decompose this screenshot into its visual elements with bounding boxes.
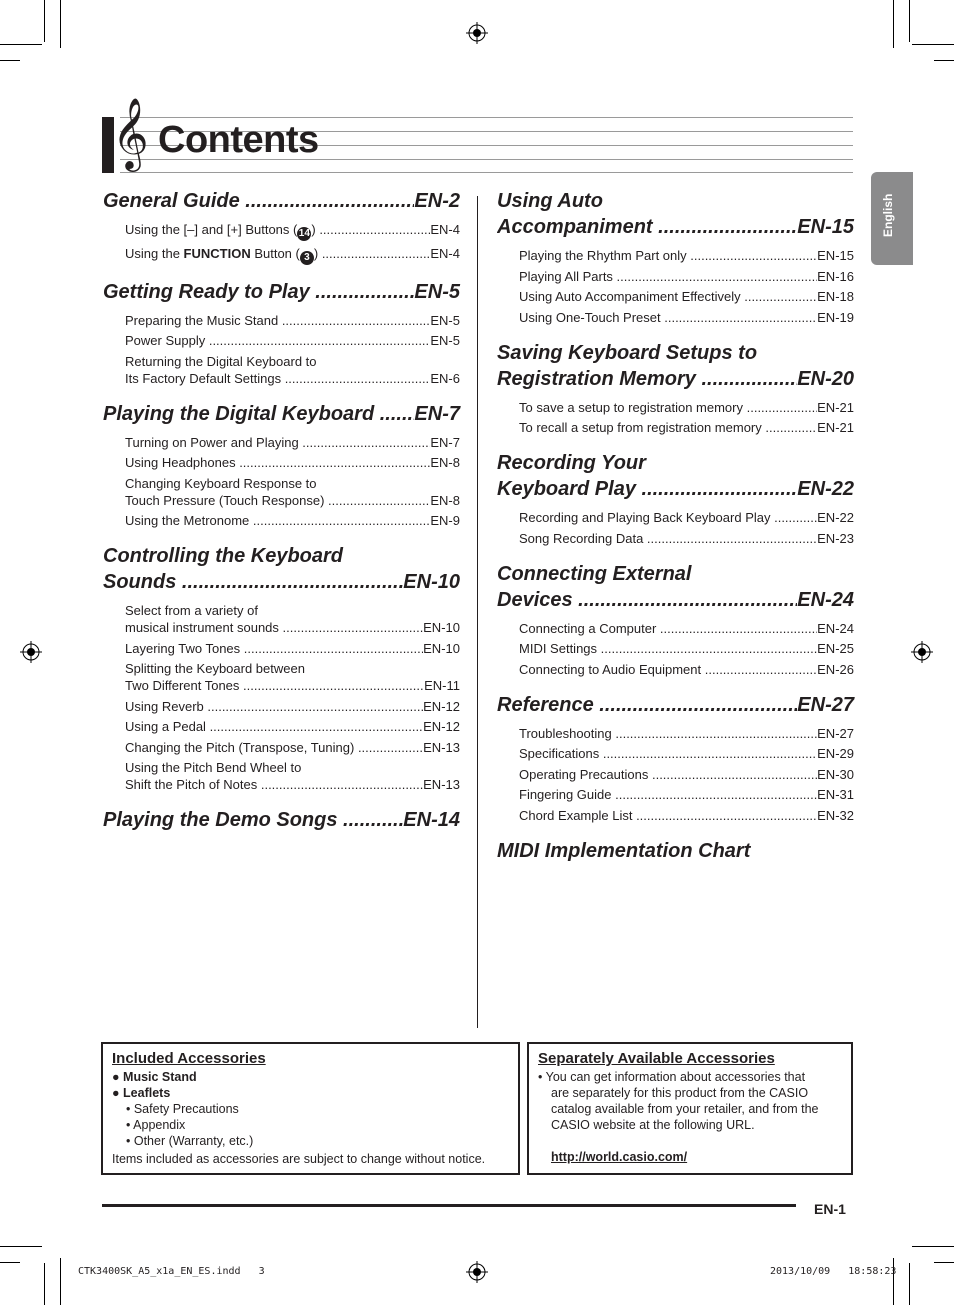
- toc-entry-row: [519, 807, 854, 824]
- toc-entry[interactable]: [519, 268, 854, 285]
- toc-entry-title: Connecting to Audio Equipment .....: [519, 661, 817, 678]
- accessories-text: are separately for this product from the CASIO: [551, 1086, 809, 1100]
- toc-entry-row: [125, 698, 460, 715]
- toc-section: [103, 188, 460, 265]
- toc-entry-title: Recording and Playing Back Keyboard Play .....: [519, 509, 817, 526]
- toc-section: [103, 279, 460, 387]
- toc-entry-row: [125, 492, 460, 509]
- toc-entry-page: EN-6: [430, 370, 460, 386]
- toc-entry[interactable]: [519, 288, 854, 305]
- list-item: • Other (Warranty, etc.): [126, 1134, 254, 1148]
- registration-mark-icon: [466, 22, 488, 44]
- section-heading-page: EN-5: [414, 280, 460, 303]
- toc-entry-title: Using the Metronome .....: [125, 512, 430, 529]
- toc-entry-row: [125, 245, 460, 265]
- section-heading-page: EN-20: [797, 367, 854, 390]
- toc-entry[interactable]: [519, 725, 854, 742]
- toc-entry-row: [125, 776, 460, 793]
- toc-entry-title: Using One-Touch Preset .....: [519, 309, 817, 326]
- button-number-icon: 14: [298, 228, 310, 239]
- toc-entry-title: Fingering Guide .....: [519, 786, 817, 803]
- section-heading[interactable]: [497, 214, 854, 240]
- toc-entry-row: [519, 309, 854, 326]
- section-heading[interactable]: [103, 807, 460, 833]
- toc-entry[interactable]: [125, 221, 460, 241]
- toc-entry-row: [519, 620, 854, 637]
- toc-entry[interactable]: [125, 245, 460, 265]
- toc-entry-page: EN-5: [430, 333, 460, 348]
- toc-entry-title: Using a Pedal .....: [125, 718, 423, 735]
- toc-entry-page: EN-11: [424, 678, 460, 693]
- section-heading-page: EN-14: [403, 809, 460, 831]
- toc-entry-page: EN-21: [817, 399, 854, 415]
- toc-entry-row: [519, 419, 854, 436]
- registration-mark-icon: [466, 1261, 488, 1283]
- section-items: [497, 620, 854, 678]
- toc-entry-title: Preparing the Music Stand .....: [125, 312, 430, 329]
- toc-entry[interactable]: [519, 509, 854, 526]
- toc-entry-title: [125, 221, 430, 241]
- section-items: [497, 725, 854, 824]
- toc-entry-title: Playing All Parts .....: [519, 268, 817, 285]
- section-heading-title: Sounds .....: [103, 569, 403, 595]
- list-item: • Safety Precautions: [126, 1102, 239, 1116]
- registration-mark-icon: [20, 641, 42, 663]
- section-heading[interactable]: [103, 279, 460, 305]
- section-heading-title: Reference .....: [497, 692, 797, 718]
- toc-entry-page: EN-26: [817, 661, 854, 677]
- toc-section: [497, 340, 854, 437]
- toc-entry-text: ): [311, 222, 316, 237]
- section-heading-page: EN-7: [414, 402, 460, 425]
- section-heading-title: MIDI Implementation Chart: [497, 839, 751, 862]
- toc-section: [497, 561, 854, 678]
- toc-entry[interactable]: [519, 745, 854, 762]
- toc-entry[interactable]: [125, 640, 460, 657]
- toc-entry-page: EN-10: [423, 640, 460, 656]
- separate-accessories-title: Separately Available Accessories: [538, 1050, 775, 1067]
- page-title: Contents: [158, 119, 319, 161]
- toc-entry-page: EN-4: [430, 222, 460, 237]
- toc-entry-page: EN-22: [817, 510, 854, 525]
- print-timestamp: 2013/10/09 18:58:23: [770, 1266, 897, 1277]
- section-heading-title: Keyboard Play .....: [497, 476, 797, 502]
- toc-entry-page: EN-25: [817, 641, 854, 656]
- section-items: [103, 312, 460, 387]
- toc-entry-title: Chord Example List .....: [519, 807, 817, 824]
- toc-entry[interactable]: [125, 434, 460, 451]
- toc-section: [497, 692, 854, 824]
- toc-entry-row: [519, 399, 854, 416]
- list-item: ● Music Stand: [112, 1070, 197, 1084]
- section-items: [103, 602, 460, 793]
- section-heading[interactable]: [103, 188, 460, 214]
- toc-entry-line1: Splitting the Keyboard between: [125, 661, 305, 676]
- section-items: [497, 399, 854, 437]
- toc-entry-text: Using the [–] and [+] Buttons (: [125, 222, 298, 237]
- toc-entry-page: EN-19: [817, 309, 854, 325]
- toc-entry-title: Changing the Pitch (Transpose, Tuning) .....: [125, 739, 423, 756]
- toc-entry-row: [125, 370, 460, 387]
- registration-mark-icon: [911, 641, 933, 663]
- toc-entry-line1: Using the Pitch Bend Wheel to: [125, 760, 302, 775]
- toc-entry-page: EN-9: [430, 513, 460, 528]
- toc-entry-title: Song Recording Data .....: [519, 530, 817, 547]
- toc-entry-row: [125, 221, 460, 241]
- casio-url-link[interactable]: http://world.casio.com/: [551, 1150, 688, 1164]
- file-slug: CTK3400SK_A5_x1a_EN_ES.indd 3: [78, 1266, 265, 1277]
- toc-entry-page: EN-15: [817, 248, 854, 263]
- section-heading-page: EN-10: [403, 571, 460, 593]
- button-number-icon: 3: [300, 251, 314, 265]
- toc-entry-row: [519, 745, 854, 762]
- toc-entry-page: EN-7: [430, 434, 460, 450]
- section-items: [103, 221, 460, 265]
- toc-entry-title: Shift the Pitch of Notes .....: [125, 776, 423, 793]
- toc-entry-line1: Changing Keyboard Response to: [125, 475, 317, 491]
- toc-entry-title: Its Factory Default Settings .....: [125, 370, 430, 387]
- toc-entry-row: [125, 332, 460, 349]
- toc-entry-title: Using Reverb .....: [125, 698, 423, 715]
- toc-entry[interactable]: [125, 739, 460, 756]
- toc-entry-row: [519, 268, 854, 285]
- toc-entry-row: [125, 619, 460, 636]
- page-number: EN-1: [814, 1201, 846, 1217]
- toc-entry-page: EN-30: [817, 766, 854, 782]
- toc-entry-row: [519, 640, 854, 657]
- section-heading-title: Devices .....: [497, 587, 797, 613]
- section-heading-line1: Saving Keyboard Setups to: [497, 341, 758, 364]
- included-accessories-box: [101, 1042, 520, 1175]
- section-heading[interactable]: [103, 569, 460, 595]
- column-divider: [477, 196, 478, 1028]
- toc-entry-row: [125, 718, 460, 735]
- toc-entry-page: EN-13: [423, 739, 460, 755]
- toc-section: [103, 807, 460, 833]
- toc-entry-title: Operating Precautions .....: [519, 766, 817, 783]
- toc-entry[interactable]: [519, 399, 854, 416]
- section-heading[interactable]: [497, 692, 854, 718]
- section-heading-line1: Connecting External: [497, 562, 692, 585]
- toc-entry-row: [125, 434, 460, 451]
- toc-entry-row: [519, 247, 854, 264]
- toc-entry-page: EN-4: [430, 245, 460, 261]
- toc-entry-page: EN-21: [817, 420, 854, 435]
- toc-entry-text: Using the: [125, 245, 184, 261]
- toc-entry-title: Layering Two Tones .....: [125, 640, 423, 657]
- section-heading-title: General Guide .....: [103, 188, 414, 214]
- toc-entry-row: [125, 312, 460, 329]
- accessories-note: Items included as accessories are subject to change without notice.: [112, 1152, 486, 1166]
- toc-entry-page: EN-13: [423, 777, 460, 792]
- accessories-text: catalog available from your retailer, and from the: [551, 1102, 819, 1116]
- toc-entry-title: Power Supply .....: [125, 332, 430, 349]
- toc-entry-page: EN-5: [430, 312, 460, 328]
- section-heading[interactable]: [497, 366, 854, 392]
- language-tab-label: English: [881, 193, 895, 237]
- toc-entry[interactable]: [125, 759, 460, 793]
- toc-entry[interactable]: [519, 661, 854, 678]
- toc-entry-text: Button (: [250, 245, 300, 261]
- toc-entry-text: ): [313, 245, 319, 261]
- toc-entry-row: [519, 509, 854, 526]
- toc-entry-title: Two Different Tones .....: [125, 677, 424, 694]
- toc-entry[interactable]: [125, 332, 460, 349]
- toc-entry[interactable]: [125, 698, 460, 715]
- toc-entry-title: Troubleshooting .....: [519, 725, 817, 742]
- section-heading-line1: Using Auto: [497, 190, 603, 212]
- toc-entry-page: EN-24: [817, 620, 854, 636]
- included-accessories-title: Included Accessories: [112, 1050, 266, 1067]
- toc-entry-page: EN-31: [817, 787, 854, 802]
- toc-entry-row: [125, 454, 460, 471]
- toc-section: [103, 401, 460, 530]
- section-heading-line1: Recording Your: [497, 452, 646, 474]
- toc-entry-page: EN-8: [430, 455, 460, 470]
- toc-entry-title: Connecting a Computer .....: [519, 620, 817, 637]
- toc-entry[interactable]: [519, 640, 854, 657]
- section-heading[interactable]: [497, 476, 854, 502]
- toc-entry[interactable]: [519, 786, 854, 803]
- section-heading-page: EN-24: [797, 588, 854, 611]
- toc-entry-title: Using Auto Accompaniment Effectively .....: [519, 288, 817, 305]
- toc-right-column: [497, 188, 854, 884]
- button-name: FUNCTION: [183, 245, 251, 261]
- section-heading-title: Getting Ready to Play .....: [103, 279, 414, 305]
- toc-entry-title: Playing the Rhythm Part only .....: [519, 247, 817, 264]
- section-items: [497, 247, 854, 326]
- toc-entry-title: Using Headphones .....: [125, 454, 430, 471]
- toc-entry-row: [519, 288, 854, 305]
- toc-section: [103, 543, 460, 793]
- toc-entry-page: EN-16: [817, 268, 854, 284]
- toc-entry-title: musical instrument sounds .....: [125, 619, 423, 636]
- toc-entry-row: [519, 786, 854, 803]
- toc-entry[interactable]: [519, 419, 854, 436]
- toc-entry-title: Specifications .....: [519, 745, 817, 762]
- toc-entry[interactable]: [125, 475, 460, 509]
- toc-entry[interactable]: [125, 312, 460, 329]
- toc-entry-title: To save a setup to registration memory .....: [519, 399, 817, 416]
- toc-entry-row: [519, 725, 854, 742]
- section-heading-title: Accompaniment .....: [497, 214, 797, 240]
- section-heading[interactable]: [497, 587, 854, 613]
- language-tab: [871, 172, 913, 265]
- toc-entry[interactable]: [125, 718, 460, 735]
- section-heading-title: Registration Memory .....: [497, 366, 797, 392]
- toc-entry-title: Touch Pressure (Touch Response) .....: [125, 492, 430, 509]
- section-items: [497, 509, 854, 547]
- toc-entry-row: [519, 661, 854, 678]
- toc-entry[interactable]: [519, 766, 854, 783]
- toc-section: [497, 188, 854, 326]
- list-item: ● Leaflets: [112, 1086, 171, 1100]
- accessories-text: • You can get information about accessories that: [538, 1070, 806, 1084]
- toc-entry-page: EN-10: [423, 620, 460, 635]
- section-heading-title: Playing the Demo Songs .....: [103, 807, 403, 833]
- separate-accessories-box: [527, 1042, 853, 1175]
- toc-entry-page: EN-27: [817, 725, 854, 741]
- toc-entry-row: [519, 530, 854, 547]
- toc-entry-line1: Select from a variety of: [125, 603, 258, 618]
- section-heading-title: Playing the Digital Keyboard .....: [103, 401, 414, 427]
- toc-entry[interactable]: [519, 309, 854, 326]
- toc-entry-title: To recall a setup from registration memory .....: [519, 419, 817, 436]
- toc-section: [497, 838, 854, 864]
- toc-entry-page: EN-18: [817, 289, 854, 304]
- toc-section: [497, 450, 854, 547]
- toc-entry-title: Turning on Power and Playing .....: [125, 434, 430, 451]
- toc-entry-row: [125, 739, 460, 756]
- toc-entry[interactable]: [519, 807, 854, 824]
- toc-entry[interactable]: [125, 512, 460, 529]
- section-heading[interactable]: [103, 401, 460, 427]
- toc-entry-line1: Returning the Digital Keyboard to: [125, 353, 317, 369]
- treble-clef-icon: 𝄞: [112, 96, 149, 169]
- footer-rule: [102, 1204, 796, 1207]
- toc-entry[interactable]: [125, 353, 460, 387]
- section-heading-page: EN-22: [797, 478, 854, 500]
- section-heading-page: EN-27: [797, 693, 854, 716]
- toc-entry-page: EN-23: [817, 530, 854, 546]
- accessories-text: CASIO website at the following URL.: [551, 1118, 755, 1132]
- toc-entry[interactable]: [519, 247, 854, 264]
- toc-entry-page: EN-12: [423, 698, 460, 714]
- section-heading-line1: Controlling the Keyboard: [103, 545, 343, 567]
- toc-entry-row: [125, 512, 460, 529]
- toc-entry-page: EN-32: [817, 807, 854, 823]
- toc-entry-row: [519, 766, 854, 783]
- toc-entry[interactable]: [125, 602, 460, 636]
- toc-left-column: [103, 188, 460, 853]
- toc-entry-title: MIDI Settings .....: [519, 640, 817, 657]
- toc-entry-page: EN-29: [817, 746, 854, 761]
- toc-entry[interactable]: [125, 660, 460, 694]
- toc-entry-row: [125, 677, 460, 694]
- toc-entry[interactable]: [519, 620, 854, 637]
- list-item: • Appendix: [126, 1118, 186, 1132]
- section-items: [103, 434, 460, 530]
- section-heading-page: EN-15: [797, 216, 854, 238]
- section-heading-page: EN-2: [414, 190, 460, 212]
- toc-entry[interactable]: [125, 454, 460, 471]
- toc-entry[interactable]: [519, 530, 854, 547]
- toc-entry-title: [125, 245, 430, 265]
- toc-entry-page: EN-12: [423, 719, 460, 734]
- toc-entry-page: EN-8: [430, 492, 460, 508]
- section-heading[interactable]: [497, 838, 854, 864]
- toc-entry-row: [125, 640, 460, 657]
